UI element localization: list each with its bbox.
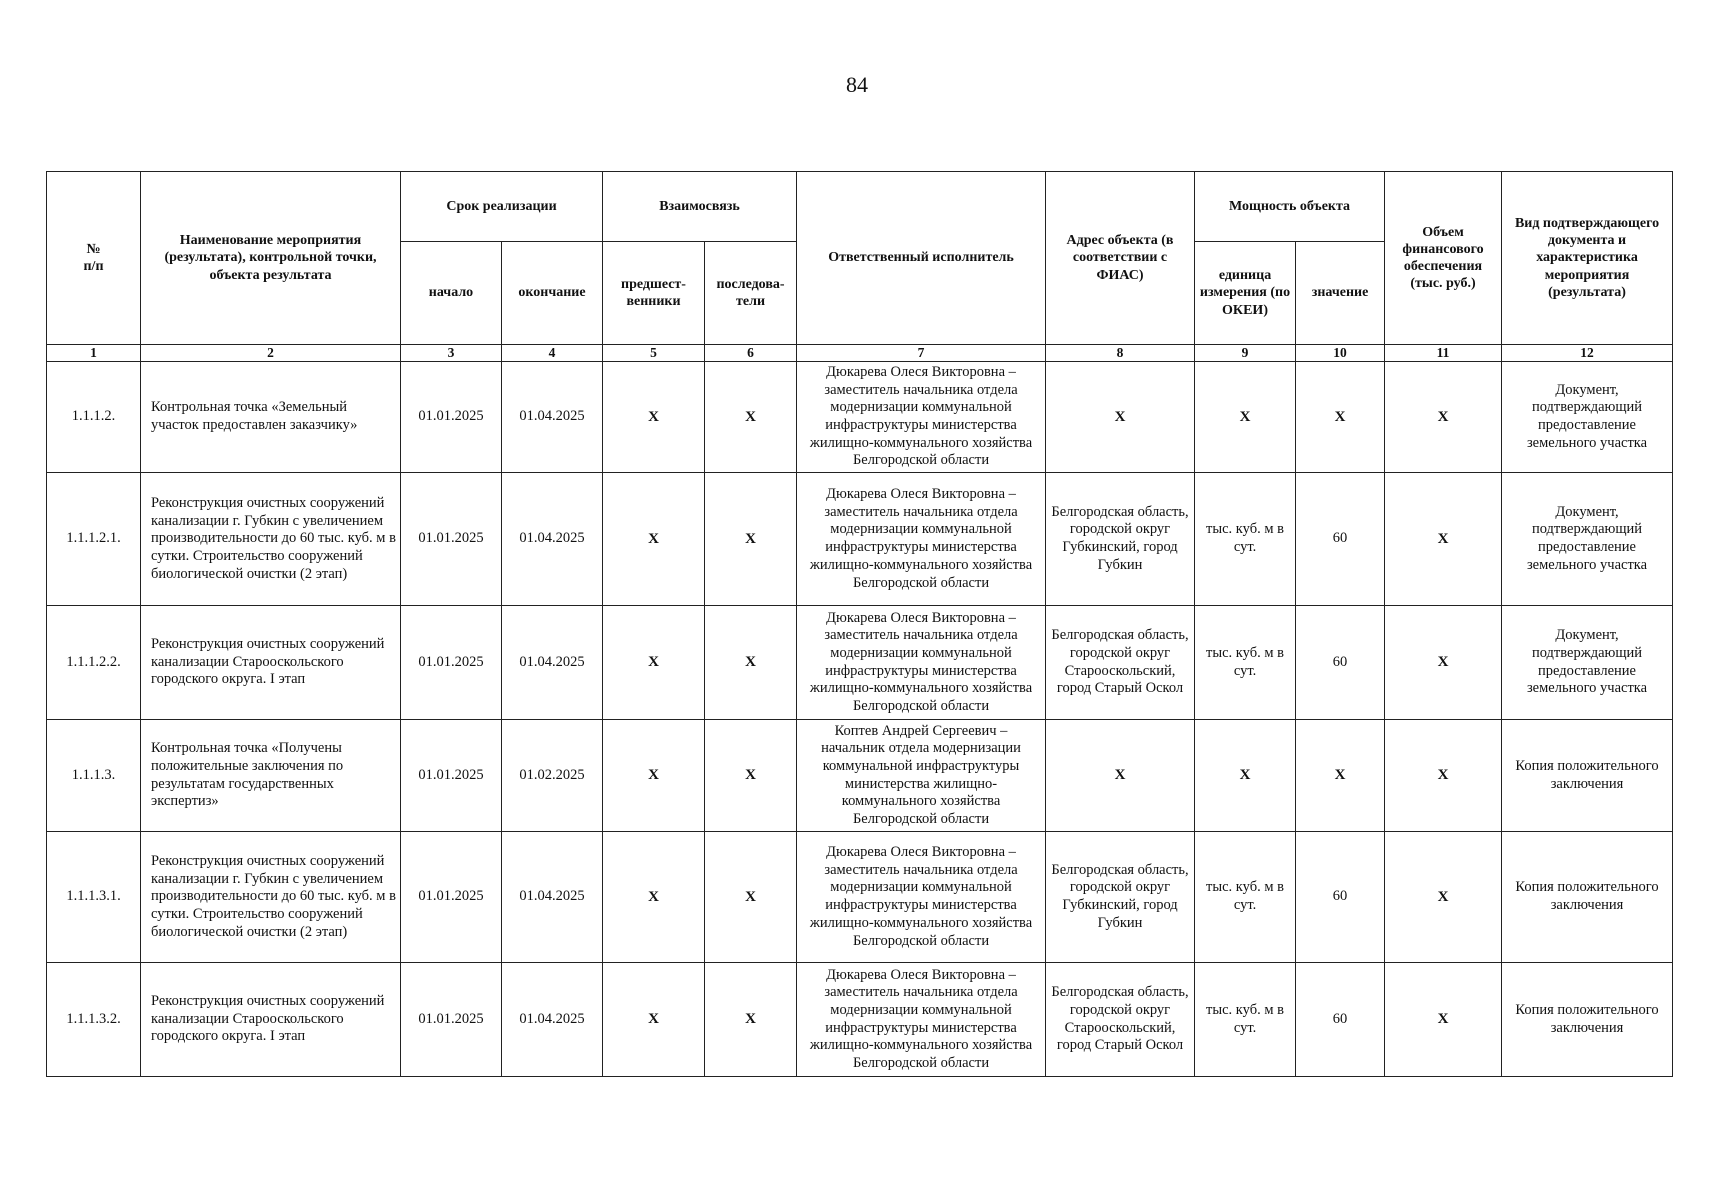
- cell-start: 01.01.2025: [401, 963, 502, 1077]
- table-row: [47, 362, 1673, 473]
- header-predecessors: предшест-венники: [603, 242, 705, 345]
- cell-finance: X: [1385, 832, 1502, 963]
- cell-num: 1.1.1.2.1.: [47, 473, 141, 606]
- cell-name: Реконструкция очистных сооружений канализации Старооскольского городского округа. I этап: [141, 606, 401, 720]
- cell-value: X: [1296, 362, 1385, 473]
- column-number: 4: [502, 345, 603, 362]
- cell-name: Реконструкция очистных сооружений канализации г. Губкин с увеличением производительности до 60 тыс. куб. м в сутки. Строительство сооружений биологической очистки (2 этап): [141, 832, 401, 963]
- table-row: [47, 606, 1673, 720]
- cell-document: Документ, подтверждающий предоставление земельного участка: [1502, 362, 1673, 473]
- cell-finance: X: [1385, 362, 1502, 473]
- cell-end: 01.04.2025: [502, 832, 603, 963]
- cell-predecessors: X: [603, 362, 705, 473]
- header-start: начало: [401, 242, 502, 345]
- header-address: Адрес объекта (в соответствии с ФИАС): [1046, 172, 1195, 345]
- header-relation: Взаимосвязь: [603, 172, 797, 242]
- cell-successors: X: [705, 963, 797, 1077]
- cell-value: 60: [1296, 473, 1385, 606]
- cell-predecessors: X: [603, 963, 705, 1077]
- cell-address: Белгородская область, городской округ Губкинский, город Губкин: [1046, 832, 1195, 963]
- column-number: 9: [1195, 345, 1296, 362]
- cell-start: 01.01.2025: [401, 362, 502, 473]
- cell-end: 01.04.2025: [502, 362, 603, 473]
- column-number-row: [47, 345, 1673, 362]
- cell-num: 1.1.1.3.2.: [47, 963, 141, 1077]
- column-number: 2: [141, 345, 401, 362]
- header-unit: единица измерения (по ОКЕИ): [1195, 242, 1296, 345]
- header-period: Срок реализации: [401, 172, 603, 242]
- cell-unit: X: [1195, 362, 1296, 473]
- cell-address: X: [1046, 362, 1195, 473]
- cell-predecessors: X: [603, 720, 705, 832]
- cell-predecessors: X: [603, 473, 705, 606]
- cell-start: 01.01.2025: [401, 473, 502, 606]
- cell-document: Копия положительного заключения: [1502, 963, 1673, 1077]
- cell-end: 01.04.2025: [502, 606, 603, 720]
- cell-finance: X: [1385, 473, 1502, 606]
- cell-address: X: [1046, 720, 1195, 832]
- column-number: 10: [1296, 345, 1385, 362]
- cell-executor: Дюкарева Олеся Викторовна – заместитель начальника отдела модернизации коммунальной инфраструктуры министерства жилищно-коммунального хозяйства Белгородской области: [797, 606, 1046, 720]
- cell-address: Белгородская область, городской округ Старооскольский, город Старый Оскол: [1046, 606, 1195, 720]
- header-finance: Объем финансового обеспечения (тыс. руб.): [1385, 172, 1502, 345]
- table-row: [47, 720, 1673, 832]
- table-row: [47, 473, 1673, 606]
- cell-num: 1.1.1.2.: [47, 362, 141, 473]
- cell-finance: X: [1385, 606, 1502, 720]
- table-row: [47, 832, 1673, 963]
- cell-executor: Дюкарева Олеся Викторовна – заместитель начальника отдела модернизации коммунальной инфраструктуры министерства жилищно-коммунального хозяйства Белгородской области: [797, 473, 1046, 606]
- header-executor: Ответственный исполнитель: [797, 172, 1046, 345]
- cell-num: 1.1.1.3.: [47, 720, 141, 832]
- events-table: [46, 171, 1673, 1077]
- cell-predecessors: X: [603, 832, 705, 963]
- cell-finance: X: [1385, 963, 1502, 1077]
- header-value: значение: [1296, 242, 1385, 345]
- column-number: 12: [1502, 345, 1673, 362]
- cell-executor: Коптев Андрей Сергеевич – начальник отдела модернизации коммунальной инфраструктуры министерства жилищно-коммунального хозяйства Белгородской области: [797, 720, 1046, 832]
- cell-successors: X: [705, 473, 797, 606]
- cell-unit: тыс. куб. м в сут.: [1195, 832, 1296, 963]
- cell-document: Копия положительного заключения: [1502, 720, 1673, 832]
- events-table-container: [46, 171, 1673, 1077]
- header-name: Наименование мероприятия (результата), контрольной точки, объекта результата: [141, 172, 401, 345]
- cell-name: Реконструкция очистных сооружений канализации Старооскольского городского округа. I этап: [141, 963, 401, 1077]
- header-capacity: Мощность объекта: [1195, 172, 1385, 242]
- cell-num: 1.1.1.3.1.: [47, 832, 141, 963]
- column-number: 1: [47, 345, 141, 362]
- column-number: 6: [705, 345, 797, 362]
- cell-value: 60: [1296, 963, 1385, 1077]
- cell-end: 01.04.2025: [502, 473, 603, 606]
- page-number: 84: [846, 72, 868, 97]
- cell-document: Документ, подтверждающий предоставление земельного участка: [1502, 473, 1673, 606]
- cell-successors: X: [705, 606, 797, 720]
- cell-value: 60: [1296, 606, 1385, 720]
- cell-name: Контрольная точка «Получены положительные заключения по результатам государственных экспертиз»: [141, 720, 401, 832]
- header-end: окончание: [502, 242, 603, 345]
- cell-executor: Дюкарева Олеся Викторовна – заместитель начальника отдела модернизации коммунальной инфраструктуры министерства жилищно-коммунального хозяйства Белгородской области: [797, 963, 1046, 1077]
- cell-predecessors: X: [603, 606, 705, 720]
- cell-start: 01.01.2025: [401, 832, 502, 963]
- table-body: [47, 362, 1673, 1077]
- cell-unit: тыс. куб. м в сут.: [1195, 473, 1296, 606]
- cell-num: 1.1.1.2.2.: [47, 606, 141, 720]
- cell-end: 01.02.2025: [502, 720, 603, 832]
- cell-address: Белгородская область, городской округ Старооскольский, город Старый Оскол: [1046, 963, 1195, 1077]
- cell-value: 60: [1296, 832, 1385, 963]
- cell-document: Копия положительного заключения: [1502, 832, 1673, 963]
- cell-start: 01.01.2025: [401, 606, 502, 720]
- column-number: 8: [1046, 345, 1195, 362]
- table-header: [47, 172, 1673, 362]
- cell-document: Документ, подтверждающий предоставление земельного участка: [1502, 606, 1673, 720]
- cell-name: Реконструкция очистных сооружений канализации г. Губкин с увеличением производительности до 60 тыс. куб. м в сутки. Строительство сооружений биологической очистки (2 этап): [141, 473, 401, 606]
- table-row: [47, 963, 1673, 1077]
- column-number: 11: [1385, 345, 1502, 362]
- cell-unit: тыс. куб. м в сут.: [1195, 963, 1296, 1077]
- cell-successors: X: [705, 720, 797, 832]
- column-number: 7: [797, 345, 1046, 362]
- header-document: Вид подтверждающего документа и характеристика мероприятия (результата): [1502, 172, 1673, 345]
- cell-name: Контрольная точка «Земельный участок предоставлен заказчику»: [141, 362, 401, 473]
- cell-finance: X: [1385, 720, 1502, 832]
- header-successors: последова-тели: [705, 242, 797, 345]
- cell-unit: X: [1195, 720, 1296, 832]
- cell-successors: X: [705, 832, 797, 963]
- column-number: 5: [603, 345, 705, 362]
- cell-value: X: [1296, 720, 1385, 832]
- cell-address: Белгородская область, городской округ Губкинский, город Губкин: [1046, 473, 1195, 606]
- header-num: № п/п: [47, 172, 141, 345]
- cell-start: 01.01.2025: [401, 720, 502, 832]
- cell-unit: тыс. куб. м в сут.: [1195, 606, 1296, 720]
- cell-executor: Дюкарева Олеся Викторовна – заместитель начальника отдела модернизации коммунальной инфраструктуры министерства жилищно-коммунального хозяйства Белгородской области: [797, 362, 1046, 473]
- cell-executor: Дюкарева Олеся Викторовна – заместитель начальника отдела модернизации коммунальной инфраструктуры министерства жилищно-коммунального хозяйства Белгородской области: [797, 832, 1046, 963]
- column-number: 3: [401, 345, 502, 362]
- cell-end: 01.04.2025: [502, 963, 603, 1077]
- cell-successors: X: [705, 362, 797, 473]
